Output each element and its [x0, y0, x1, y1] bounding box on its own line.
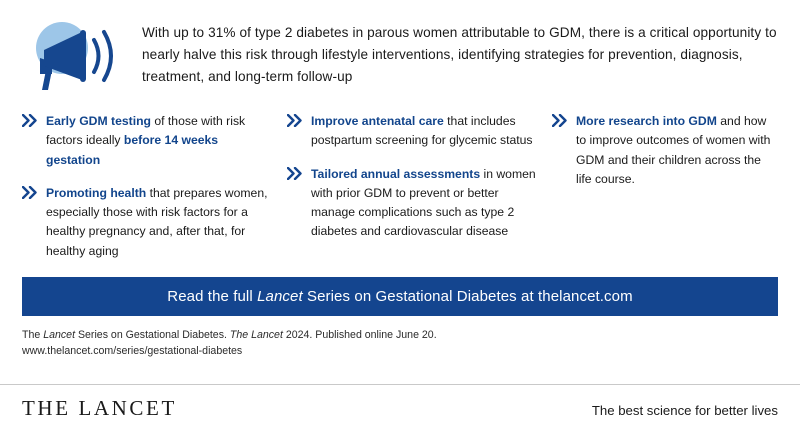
bullet-emphasis: testing	[111, 114, 151, 128]
bullet-item	[22, 184, 271, 261]
bullet-plain: that prepares women, especially those with risk factors for a healthy pregnancy and, after that, for healthy aging	[46, 185, 268, 258]
megaphone-icon	[22, 14, 126, 100]
cta-banner[interactable]	[22, 277, 778, 316]
citation-part-b: Series on Gestational Diabetes.	[75, 328, 230, 341]
bullet-emphasis: Improve antenatal care	[311, 114, 444, 128]
bullet-text	[311, 112, 536, 151]
footer-divider	[0, 384, 800, 385]
double-chevron-right-icon	[552, 112, 568, 189]
bullet-item	[552, 112, 778, 189]
footer	[22, 396, 778, 421]
bullet-column-2	[287, 112, 536, 275]
bullet-emphasis: Tailored annual assessments	[311, 166, 481, 181]
double-chevron-right-icon	[22, 184, 38, 261]
citation-journal-1: Lancet	[43, 328, 76, 341]
citation-part-a: The	[22, 328, 44, 341]
bullet-text	[576, 112, 778, 189]
footer-tagline: The best science for better lives	[591, 403, 778, 418]
bullet-emphasis: Early GDM	[46, 114, 112, 128]
bullet-plain: and how to improve outcomes of women with GDM and their children across the life course.	[576, 114, 771, 186]
headline-text: With up to 31% of type 2 diabetes in parous women attributable to GDM, there is a critical opportunity to nearly halve this risk through lifestyle interventions, identifying strategies for prevention, diagnosis, treatment, and long-term follow-up	[142, 25, 777, 85]
double-chevron-right-icon	[287, 165, 303, 242]
bullet-text	[46, 112, 271, 170]
bullet-column-1	[22, 112, 271, 275]
citation	[22, 327, 778, 360]
bullet-columns	[22, 112, 778, 275]
bullet-text	[46, 184, 271, 261]
bullet-plain: that includes postpartum screening for glycemic status	[311, 114, 533, 148]
bullet-text	[311, 165, 536, 242]
bullet-plain: in women with prior GDM to prevent or better manage complications such as type 2 diabetes and cardiovascular disease	[311, 166, 536, 239]
citation-journal-2: The Lancet	[229, 328, 283, 341]
double-chevron-right-icon	[287, 112, 303, 151]
bullet-item	[287, 165, 536, 242]
bullet-plain: of those with risk factors ideally	[46, 114, 246, 148]
header	[22, 14, 778, 100]
bullet-emphasis: More research into GDM	[576, 114, 717, 128]
citation-part-c: 2024. Published online June 20.	[282, 328, 437, 341]
cta-text-italic: Lancet	[257, 287, 303, 305]
bullet-emphasis: Promoting health	[46, 185, 147, 200]
bullet-emphasis: before 14 weeks gestation	[46, 133, 219, 167]
bullet-item	[22, 112, 271, 170]
lancet-logo: THE LANCET	[22, 396, 177, 420]
double-chevron-right-icon	[22, 112, 38, 170]
bullet-item	[287, 112, 536, 151]
bullet-column-3	[552, 112, 778, 275]
citation-line-1	[22, 327, 778, 343]
citation-url[interactable]: www.thelancet.com/series/gestational-diabetes	[22, 345, 243, 358]
cta-text-before: Read the full	[167, 287, 258, 305]
cta-text-after: Series on Gestational Diabetes at thelancet.com	[302, 287, 633, 305]
